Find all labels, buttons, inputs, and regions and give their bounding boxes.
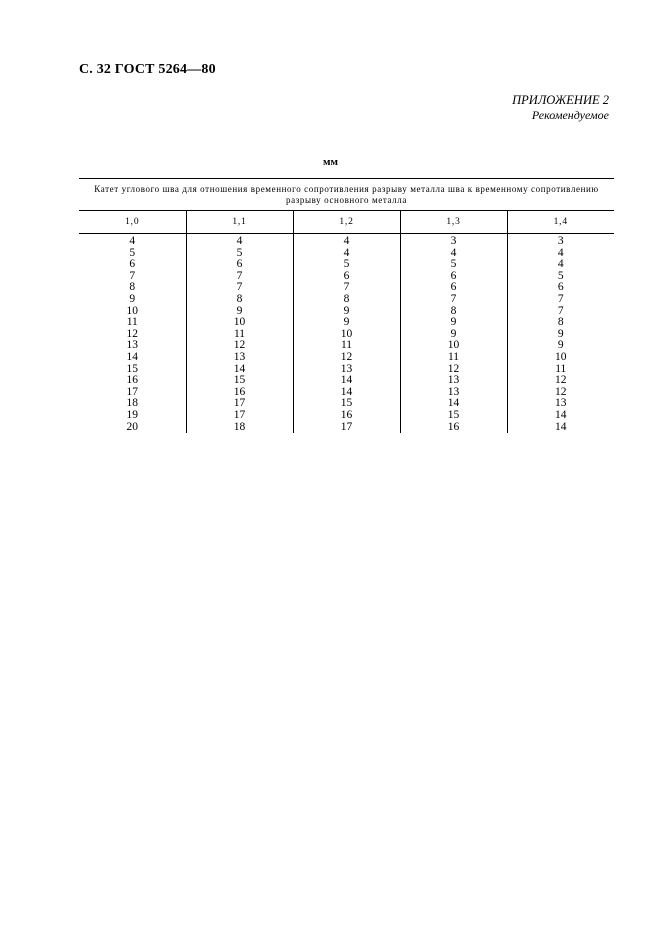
table-cell: 16 — [400, 422, 507, 434]
table-cell: 8 — [186, 294, 293, 306]
table-cell: 5 — [293, 259, 400, 271]
table-cell: 10 — [507, 352, 614, 364]
table-cell: 6 — [400, 282, 507, 294]
table-row — [79, 352, 614, 364]
units-label: мм — [323, 156, 338, 168]
table-cell: 6 — [507, 282, 614, 294]
table-cell: 13 — [400, 375, 507, 387]
table-cell: 14 — [293, 387, 400, 399]
table-cell: 12 — [507, 387, 614, 399]
table-cell: 6 — [293, 271, 400, 283]
table-row — [79, 294, 614, 306]
table-cell: 11 — [400, 352, 507, 364]
table-row — [79, 422, 614, 434]
column-header: 1,3 — [400, 211, 507, 234]
table-cell: 7 — [293, 282, 400, 294]
table-cell: 5 — [507, 271, 614, 283]
table-cell: 9 — [507, 340, 614, 352]
table-cell: 13 — [186, 352, 293, 364]
table-cell: 14 — [507, 422, 614, 434]
table-cell: 5 — [129, 246, 136, 259]
table-cell: 9 — [186, 306, 293, 318]
table-caption: Катет углового шва для отношения временного сопротивления разрыву металла шва к временному сопротивлению разрыву основного металла — [79, 179, 614, 211]
table-cell: 18 — [186, 422, 293, 434]
table-cell: 12 — [507, 375, 614, 387]
table-cell: 14 — [186, 364, 293, 376]
page-header: С. 32 ГОСТ 5264—80 — [79, 62, 216, 77]
table-row — [79, 234, 614, 248]
table-cell: 17 — [126, 385, 138, 398]
table-cell: 8 — [400, 306, 507, 318]
table-cell: 12 — [186, 340, 293, 352]
weld-leg-table — [79, 178, 614, 433]
table-row — [79, 375, 614, 387]
table-cell: 9 — [293, 306, 400, 318]
table-cell: 7 — [507, 294, 614, 306]
table-cell: 13 — [126, 339, 138, 352]
table-cell: 15 — [293, 398, 400, 410]
table-cell: 8 — [507, 317, 614, 329]
table-cell: 15 — [126, 362, 138, 375]
table-cell: 7 — [186, 271, 293, 283]
table-cell: 19 — [126, 408, 138, 421]
table-cell: 9 — [129, 292, 136, 305]
table-cell: 8 — [293, 294, 400, 306]
table-cell: 5 — [186, 248, 293, 260]
table-cell: 18 — [126, 397, 138, 410]
table-cell: 13 — [507, 398, 614, 410]
table-cell: 15 — [186, 375, 293, 387]
table-cell: 14 — [126, 350, 138, 363]
table-cell: 4 — [400, 248, 507, 260]
table-body — [79, 234, 614, 434]
table-cell: 10 — [400, 340, 507, 352]
table-cell: 16 — [126, 374, 138, 387]
table-cell: 17 — [186, 410, 293, 422]
table-cell: 12 — [400, 364, 507, 376]
table-cell: 11 — [186, 329, 293, 341]
table-cell: 11 — [293, 340, 400, 352]
table-cell: 10 — [126, 304, 138, 317]
table-cell: 3 — [507, 234, 614, 248]
appendix-title: ПРИЛОЖЕНИЕ 2 — [512, 93, 609, 107]
table-cell: 11 — [126, 316, 138, 329]
table-cell: 9 — [293, 317, 400, 329]
column-header: 1,1 — [186, 211, 293, 234]
appendix-subtitle: Рекомендуемое — [531, 108, 609, 122]
table-cell: 15 — [400, 410, 507, 422]
table-cell: 4 — [293, 234, 400, 248]
table-cell: 10 — [293, 329, 400, 341]
table-cell: 14 — [507, 410, 614, 422]
table-cell: 9 — [400, 329, 507, 341]
table-row — [79, 410, 614, 422]
table-cell: 7 — [129, 269, 136, 282]
table-cell: 14 — [400, 398, 507, 410]
table-cell: 4 — [293, 248, 400, 260]
table-cell: 3 — [400, 234, 507, 248]
table-cell: 4 — [507, 248, 614, 260]
table-cell: 4 — [507, 259, 614, 271]
table-cell: 6 — [186, 259, 293, 271]
table-cell: 6 — [129, 258, 136, 271]
column-header: 1,0 — [79, 211, 186, 234]
table-cell: 7 — [400, 294, 507, 306]
table-cell: 17 — [293, 422, 400, 434]
table-cell: 13 — [293, 364, 400, 376]
table-cell: 4 — [186, 234, 293, 248]
table-cell: 4 — [129, 235, 136, 247]
table-cell: 11 — [507, 364, 614, 376]
table-cell: 10 — [186, 317, 293, 329]
table-cell: 17 — [186, 398, 293, 410]
table-cell: 14 — [293, 375, 400, 387]
table-cell: 5 — [400, 259, 507, 271]
table-cell: 8 — [129, 281, 136, 294]
table-cell: 12 — [293, 352, 400, 364]
table-row — [79, 317, 614, 329]
table-cell: 7 — [186, 282, 293, 294]
appendix-block — [512, 93, 609, 123]
table-cell: 6 — [400, 271, 507, 283]
column-header: 1,4 — [507, 211, 614, 234]
table-cell: 13 — [400, 387, 507, 399]
table-cell: 16 — [186, 387, 293, 399]
column-header: 1,2 — [293, 211, 400, 234]
table-cell: 9 — [400, 317, 507, 329]
table-header-row — [79, 211, 614, 234]
table-cell: 9 — [507, 329, 614, 341]
table-cell: 7 — [507, 306, 614, 318]
table-cell: 20 — [126, 420, 138, 433]
table-caption-row — [79, 179, 614, 211]
table-cell: 12 — [126, 327, 138, 340]
table-cell: 16 — [293, 410, 400, 422]
